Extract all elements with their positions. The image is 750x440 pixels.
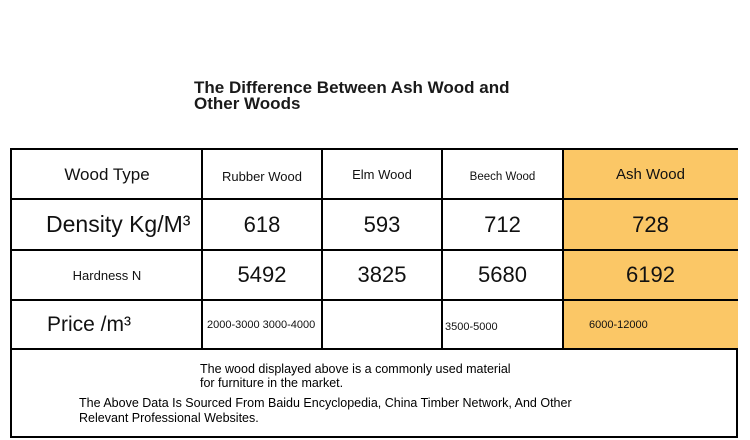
row-divider xyxy=(12,348,738,350)
header-wood-type: Wood Type xyxy=(64,164,150,184)
header-rubber-wood: Rubber Wood xyxy=(222,169,302,184)
elm-hardness-value: 3825 xyxy=(357,262,407,287)
row-divider xyxy=(12,249,738,251)
material-note xyxy=(200,362,580,390)
source-note xyxy=(79,396,699,426)
row-label-hardness: Hardness N xyxy=(72,267,142,283)
elm-density-value: 593 xyxy=(363,211,401,237)
source-note-line-2: Relevant Professional Websites. xyxy=(79,411,259,425)
row-divider xyxy=(12,198,738,200)
header-elm-wood: Elm Wood xyxy=(352,167,412,182)
row-label-density: Density Kg/M³ xyxy=(46,211,191,237)
rubber-hardness-value: 5492 xyxy=(237,262,287,287)
material-note-line-1: The wood displayed above is a commonly used material xyxy=(200,362,511,376)
beech-density-value: 712 xyxy=(484,211,521,237)
rubber-elm-price-value: 2000-3000 3000-4000 xyxy=(207,318,316,331)
beech-price-value: 3500-5000 xyxy=(445,320,498,333)
source-note-line-1: The Above Data Is Sourced From Baidu Encyclopedia, China Timber Network, And Other xyxy=(79,396,572,410)
rubber-density-value: 618 xyxy=(243,211,281,237)
row-label-price: Price /m³ xyxy=(47,312,131,336)
comparison-table xyxy=(10,148,738,438)
material-note-line-2: for furniture in the market. xyxy=(200,376,344,390)
ash-density-value: 728 xyxy=(563,199,738,250)
title-line-2: Other Woods xyxy=(194,94,301,113)
title-line-1: The Difference Between Ash Wood and xyxy=(194,78,510,97)
ash-hardness-value: 6192 xyxy=(563,250,738,300)
header-beech-wood: Beech Wood xyxy=(469,170,536,183)
page-title xyxy=(194,80,564,112)
row-divider xyxy=(12,299,738,301)
header-ash-wood: Ash Wood xyxy=(563,150,738,199)
ash-price-value: 6000-12000 xyxy=(563,300,738,349)
beech-hardness-value: 5680 xyxy=(478,262,527,287)
